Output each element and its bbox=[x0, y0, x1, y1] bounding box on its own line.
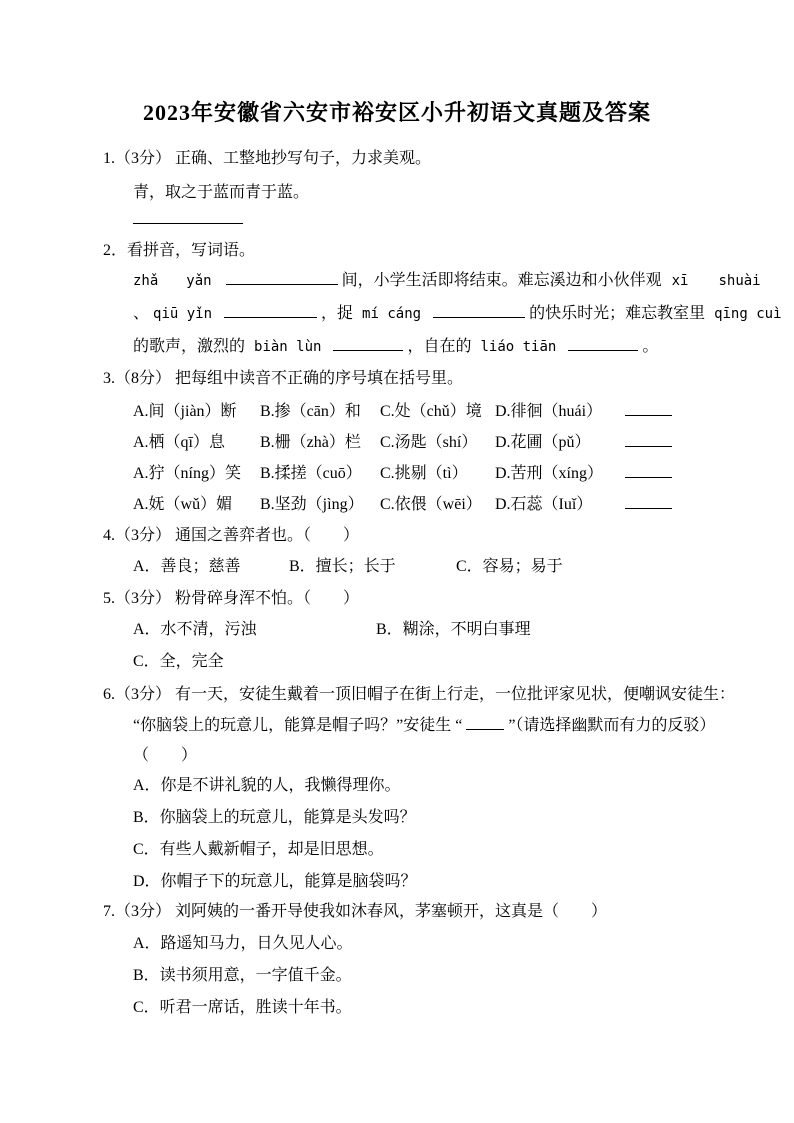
hanzi-text: ，自在的 bbox=[407, 338, 472, 355]
option-a: A．水不清，污浊 bbox=[133, 621, 257, 638]
question-6-answer-brackets: （ ） bbox=[133, 747, 198, 764]
question-5-options-row-2 bbox=[133, 651, 224, 673]
question-5-options-row-1 bbox=[133, 619, 531, 641]
question-3-row-2 bbox=[133, 431, 672, 454]
pinyin-text: liáo tiān bbox=[480, 339, 557, 355]
option-d: D.徘徊（huái） bbox=[495, 403, 603, 420]
question-1-sentence: 青，取之于蓝而青于蓝。 bbox=[133, 184, 310, 201]
question-6-option-a: A．你是不讲礼貌的人，我懒得理你。 bbox=[133, 777, 401, 794]
pinyin-text: mí cáng bbox=[362, 306, 422, 322]
question-6-stem-line-1: 6.（3分） 有一天，安徒生戴着一顶旧帽子在街上行走，一位批评家见状，便嘲讽安徒生： bbox=[103, 686, 736, 703]
hanzi-text: 、 bbox=[133, 305, 150, 322]
stem-text: ”（请选择幽默而有力的反驳） bbox=[508, 717, 716, 734]
question-6-option-c: C．有些人戴新帽子，却是旧思想。 bbox=[133, 841, 384, 858]
question-2-line-1 bbox=[133, 269, 761, 292]
question-3-stem: 3.（8分） 把每组中读音不正确的序号填在括号里。 bbox=[103, 370, 464, 387]
option-c: C.汤匙（shí） bbox=[380, 434, 478, 451]
question-3-row-4 bbox=[133, 493, 672, 516]
pinyin-text: shuài bbox=[718, 273, 761, 289]
option-a: A.妩（wǔ）媚 bbox=[133, 496, 233, 513]
question-2-line-2 bbox=[133, 302, 782, 325]
option-b: B．糊涂，不明白事理 bbox=[376, 621, 531, 638]
question-2-stem: 2．看拼音，写词语。 bbox=[103, 242, 256, 259]
pinyin-text: qīng cuì bbox=[714, 306, 782, 322]
answer-blank bbox=[133, 208, 243, 224]
question-4-stem: 4.（3分） 通国之善弈者也。（ ） bbox=[103, 527, 360, 544]
option-b: B.揉搓（cuō） bbox=[260, 465, 362, 482]
page-title: 2023年安徽省六安市裕安区小升初语文真题及答案 bbox=[142, 100, 651, 125]
option-c: C.挑剔（tì） bbox=[380, 465, 468, 482]
hanzi-text: 的歌声，激烈的 bbox=[133, 338, 246, 355]
option-a: A.栖（qī）息 bbox=[133, 434, 226, 451]
question-7-option-b: B．读书须用意，一字值千金。 bbox=[133, 967, 352, 984]
question-6-option-b: B．你脑袋上的玩意儿，能算是头发吗？ bbox=[133, 809, 416, 826]
option-d: D.花圃（pǔ） bbox=[495, 434, 591, 451]
option-c: C．容易；易于 bbox=[456, 558, 563, 575]
answer-blank bbox=[625, 431, 672, 447]
answer-blank bbox=[625, 493, 672, 509]
option-c: C．全，完全 bbox=[133, 653, 224, 670]
question-2-line-3 bbox=[133, 335, 658, 358]
stem-text: “你脑袋上的玩意儿，能算是帽子吗？”安徒生 “ bbox=[133, 717, 463, 734]
option-a: A.间（jiàn）断 bbox=[133, 403, 237, 420]
question-4-options bbox=[133, 556, 563, 578]
hanzi-text: ，捉 bbox=[321, 305, 354, 322]
hanzi-text: 的快乐时光；难忘教室里 bbox=[529, 305, 706, 322]
option-a: A．善良；慈善 bbox=[133, 558, 241, 575]
answer-blank bbox=[625, 400, 672, 416]
option-b: B.栅（zhà）栏 bbox=[260, 434, 361, 451]
answer-blank bbox=[568, 335, 638, 351]
answer-blank bbox=[224, 302, 317, 318]
option-a: A.狞（níng）笑 bbox=[133, 465, 242, 482]
option-b: B.坚劲（jìng） bbox=[260, 496, 364, 513]
question-7-option-c: C．听君一席话，胜读十年书。 bbox=[133, 999, 352, 1016]
pinyin-text: biàn lùn bbox=[254, 339, 322, 355]
hanzi-text: 间，小学生活即将结束。难忘溪边和小伙伴观 bbox=[341, 272, 662, 289]
question-3-row-3 bbox=[133, 462, 672, 485]
option-b: B．擅长；长于 bbox=[289, 558, 396, 575]
answer-blank bbox=[333, 335, 403, 351]
pinyin-text: xī bbox=[671, 273, 689, 289]
option-d: D.苦刑（xíng） bbox=[495, 465, 604, 482]
option-d: D.石蕊（Iuǐ） bbox=[495, 496, 593, 513]
question-6-stem-line-2 bbox=[133, 714, 715, 737]
hanzi-text: 。 bbox=[642, 338, 659, 355]
question-6-option-d: D．你帽子下的玩意儿，能算是脑袋吗？ bbox=[133, 873, 417, 890]
question-7-stem: 7.（3分） 刘阿姨的一番开导使我如沐春风，茅塞顿开，这真是（ ） bbox=[103, 903, 608, 920]
question-3-row-1 bbox=[133, 400, 672, 423]
question-7-option-a: A．路遥知马力，日久见人心。 bbox=[133, 935, 353, 952]
option-b: B.掺（cān）和 bbox=[260, 403, 361, 420]
option-c: C.处（chǔ）境 bbox=[380, 403, 482, 420]
option-c: C.依偎（wēi） bbox=[380, 496, 482, 513]
answer-blank bbox=[226, 269, 338, 285]
answer-blank bbox=[466, 714, 504, 730]
pinyin-text: zhǎ bbox=[133, 273, 159, 289]
question-1-answer-line bbox=[133, 208, 243, 231]
question-1-stem: 1.（3分） 正确、工整地抄写句子，力求美观。 bbox=[103, 150, 432, 167]
question-5-stem: 5.（3分） 粉骨碎身浑不怕。（ ） bbox=[103, 590, 360, 607]
pinyin-text: qiū yǐn bbox=[153, 306, 213, 322]
answer-blank bbox=[433, 302, 525, 318]
pinyin-text: yǎn bbox=[186, 273, 212, 289]
answer-blank bbox=[625, 462, 672, 478]
